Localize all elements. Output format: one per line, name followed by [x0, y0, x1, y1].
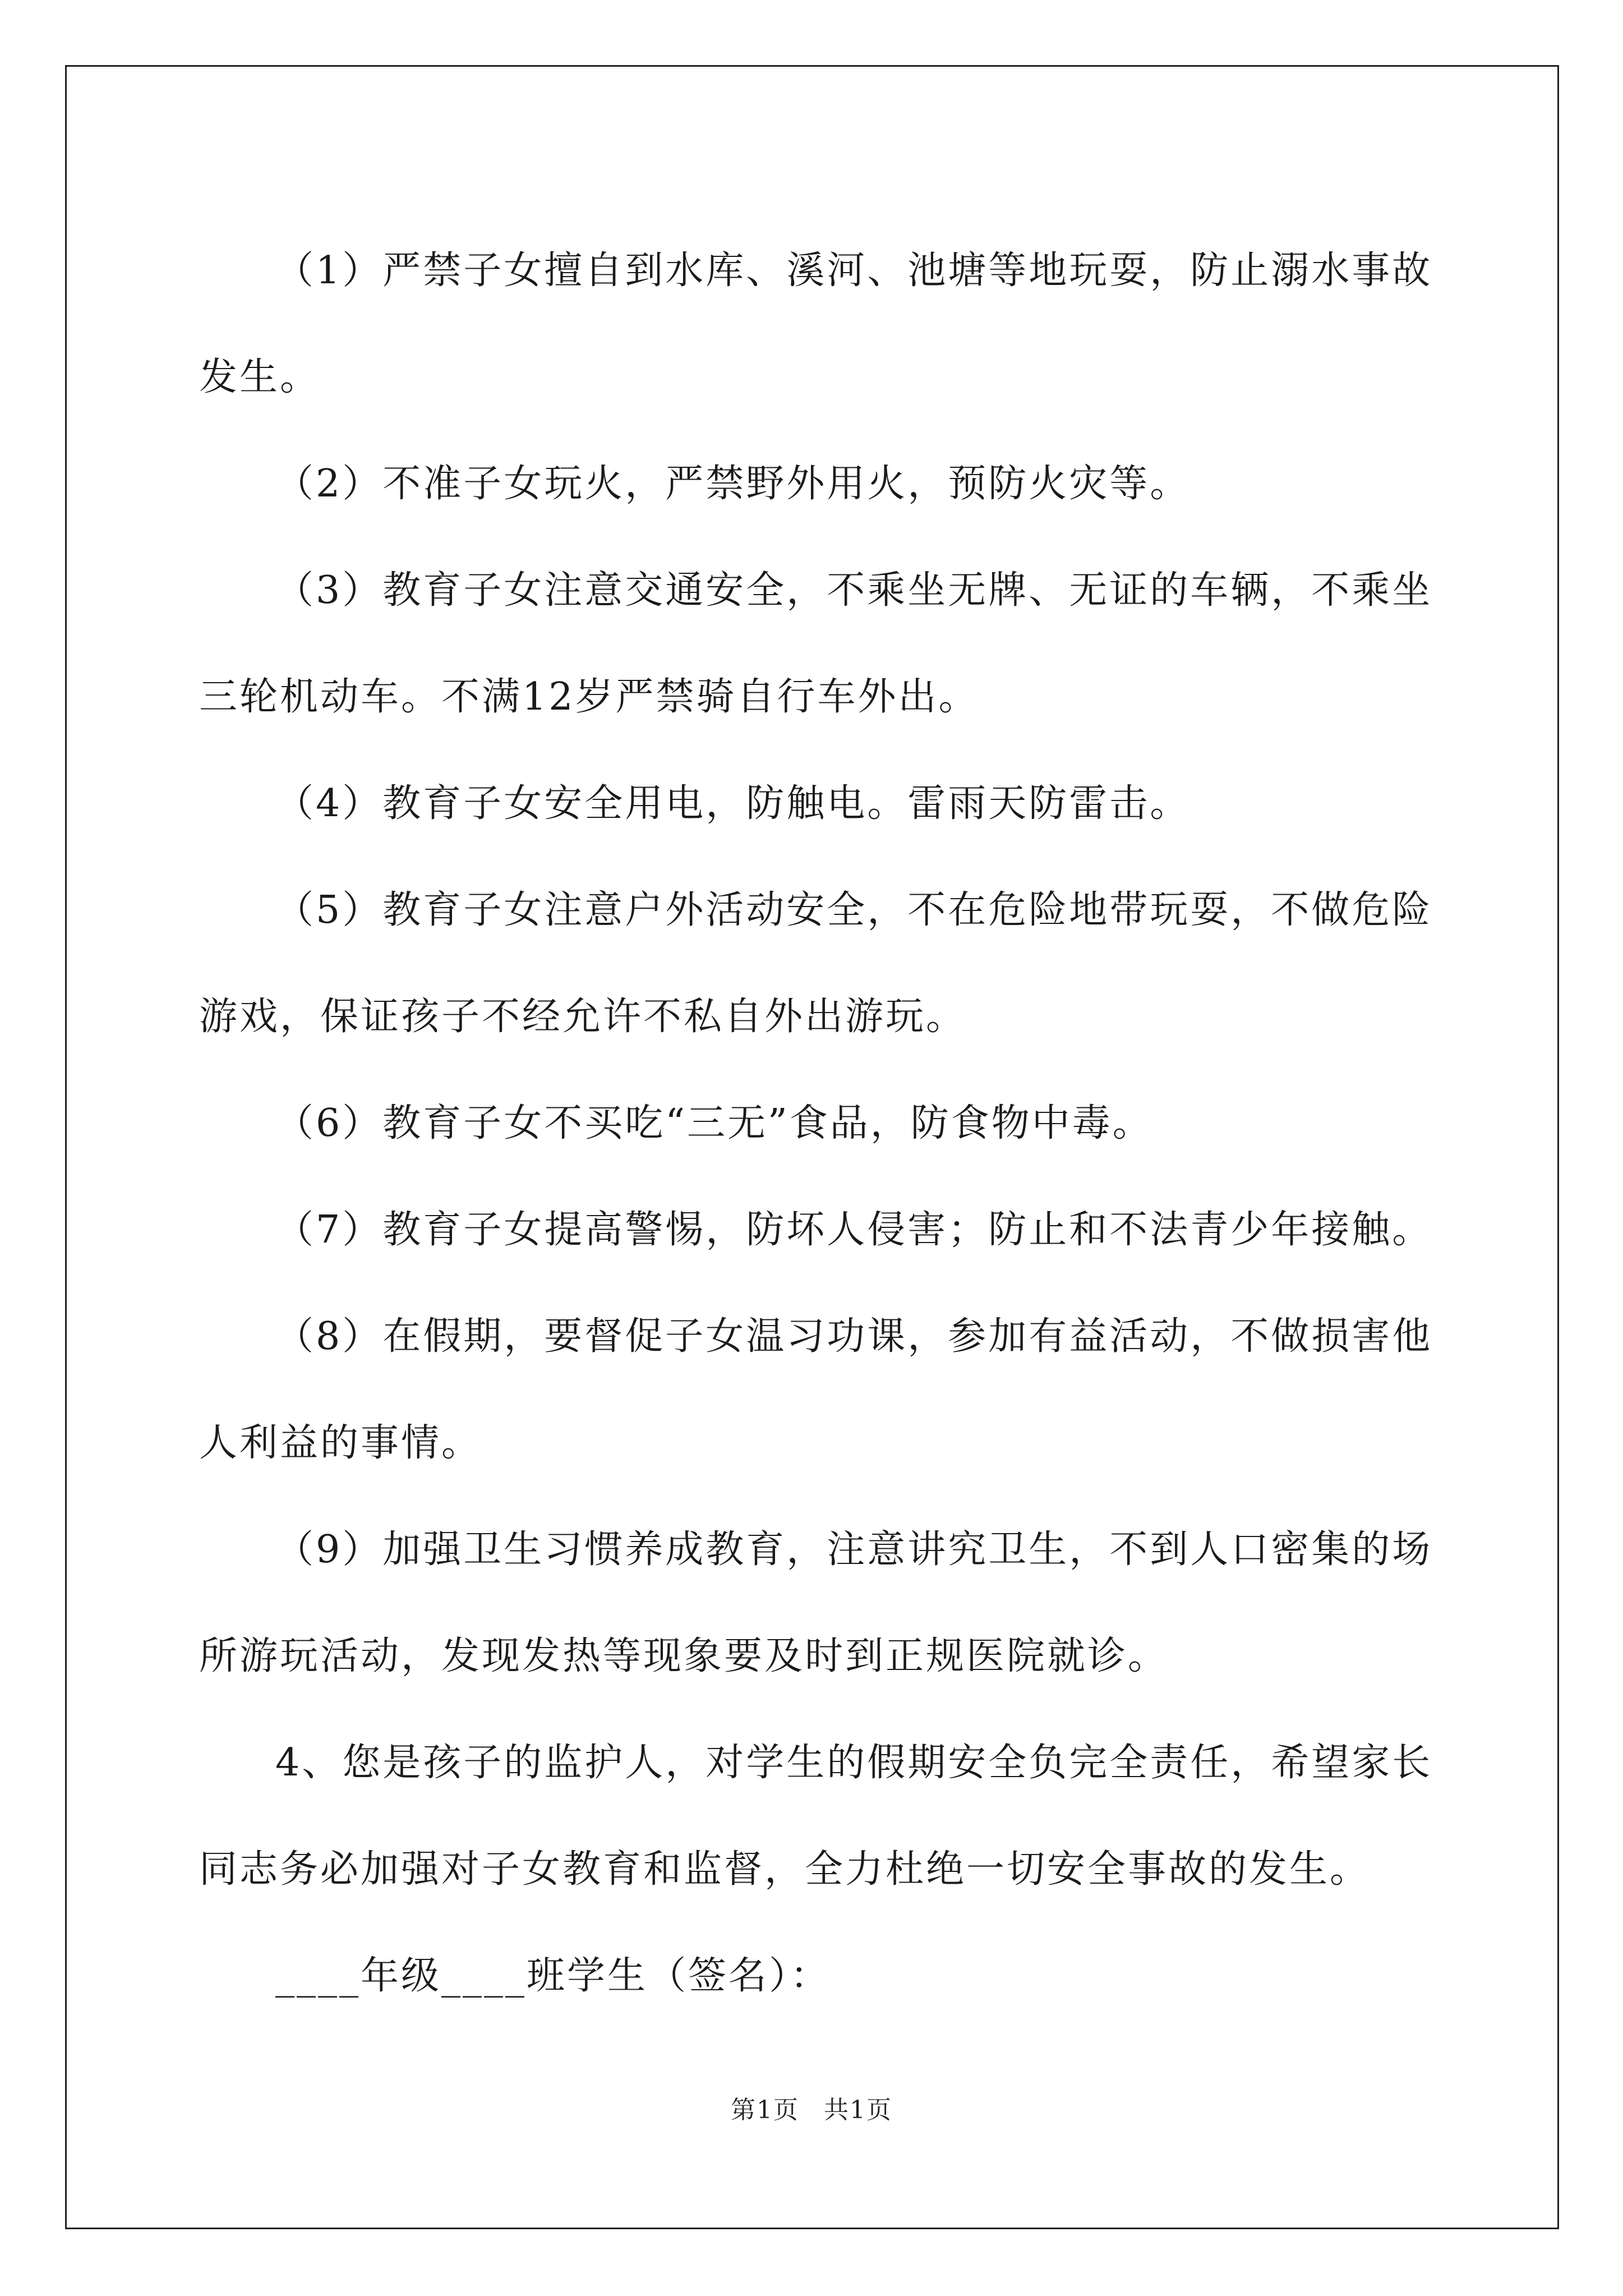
paragraph-item-7: （7）教育子女提高警惕，防坏人侵害；防止和不法青少年接触。 — [275, 1208, 1433, 1252]
paragraph-item-8: （8）在假期，要督促子女温习功课，参加有益活动，不做损害他人利益的事情。 — [199, 1314, 1433, 1465]
paragraph-item-3: （3）教育子女注意交通安全，不乘坐无牌、无证的车辆，不乘坐三轮机动车。不满12岁严禁骑自行车外出。 — [199, 568, 1433, 719]
paragraph-item-5: （5）教育子女注意户外活动安全，不在危险地带玩耍，不做危险游戏，保证孩子不经允许不私自外出游玩。 — [199, 888, 1433, 1039]
paragraph-point-4: 4、您是孩子的监护人，对学生的假期安全负完全责任，希望家长同志务必加强对子女教育和监督，全力杜绝一切安全事故的发生。 — [199, 1741, 1433, 1892]
page-footer — [0, 2090, 1623, 2125]
signature-line: ____年级____班学生（签名）： — [275, 1954, 831, 1998]
paragraph-item-6: （6）教育子女不买吃“三无”食品，防食物中毒。 — [275, 1101, 1153, 1145]
paragraph-item-2: （2）不准子女玩火，严禁野外用火，预防火灾等。 — [275, 462, 1191, 506]
page-total: 共1页 — [824, 2096, 892, 2124]
page-number: 第1页 — [731, 2096, 799, 2124]
document-body — [199, 218, 1433, 2030]
paragraph-item-9: （9）加强卫生习惯养成教育，注意讲究卫生，不到人口密集的场所游玩活动，发现发热等现象要及时到正规医院就诊。 — [199, 1527, 1433, 1678]
paragraph-item-1: （1）严禁子女擅自到水库、溪河、池塘等地玩耍，防止溺水事故发生。 — [199, 249, 1433, 399]
paragraph-item-4: （4）教育子女安全用电，防触电。雷雨天防雷击。 — [275, 781, 1191, 826]
